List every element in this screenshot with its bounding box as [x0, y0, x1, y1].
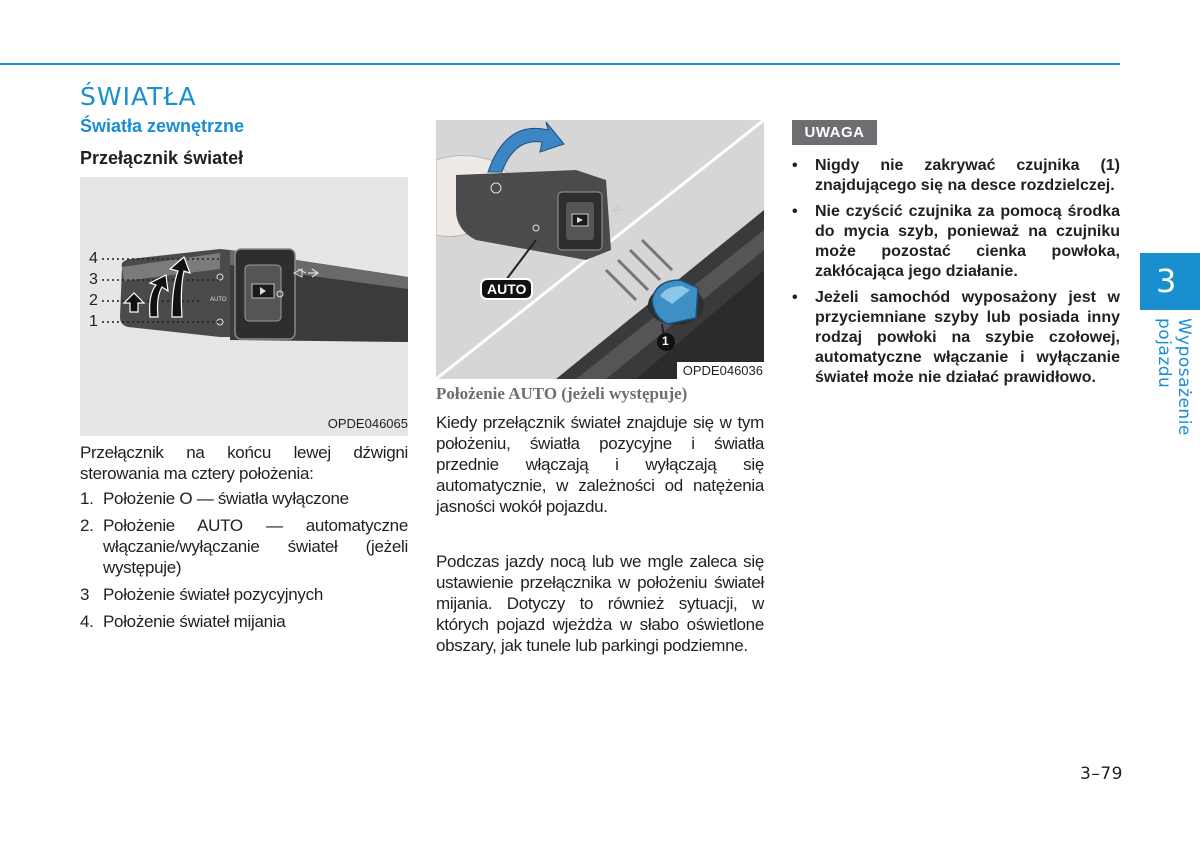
position-label-4: 4: [89, 250, 98, 267]
bullet: •: [792, 157, 798, 174]
position-label-2: 2: [89, 292, 98, 309]
header-rule: [0, 63, 1120, 65]
auto-label: AUTO: [480, 278, 533, 300]
notice-item: [792, 202, 1120, 282]
subsection-title: Światła zewnętrzne: [80, 116, 245, 136]
list-item-number: 3: [80, 585, 90, 604]
sensor-callout: 1: [662, 334, 669, 348]
list-item-number: 1.: [80, 489, 94, 508]
figure-auto-position: [436, 120, 764, 379]
section-title: ŚWIATŁA: [80, 82, 197, 111]
positions-list: [80, 488, 408, 638]
figure-code: OPDE046036: [677, 362, 764, 379]
position-label-3: 3: [89, 271, 98, 288]
notice-item: [792, 288, 1120, 388]
figure-code: OPDE046065: [327, 416, 408, 431]
list-item: [80, 488, 408, 509]
list-item-text: Położenie O — światła wyłączone: [103, 489, 349, 508]
list-item: [80, 584, 408, 605]
lever-illustration: [80, 177, 408, 436]
bullet: •: [792, 289, 798, 306]
svg-text:AUTO: AUTO: [210, 297, 227, 303]
notice-item-text: Nie czyścić czujnika za pomocą środka do mycia szyb, ponieważ na czujniku może pozostać cienka powłoka, zakłócająca jego działanie.: [815, 203, 1120, 280]
list-item-text: Położenie świateł mijania: [103, 612, 286, 631]
intro-paragraph: Przełącznik na końcu lewej dźwigni sterowania ma cztery położenia:: [80, 443, 408, 483]
notice-badge: UWAGA: [792, 120, 877, 145]
auto-paragraph: Kiedy przełącznik świateł znajduje się w tym położeniu, światła pozycyjne i światła przednie włączają i wyłączają się automatycznie, w zależności od natężenia jasności wokół pojazdu.: [436, 413, 764, 516]
figure-light-switch-positions: [80, 177, 408, 436]
auto-sensor-illustration: [436, 120, 764, 379]
list-item-number: 2.: [80, 516, 94, 535]
list-item: [80, 515, 408, 578]
position-label-1: 1: [89, 313, 98, 330]
night-driving-paragraph: Podczas jazdy nocą lub we mgle zaleca się ustawienie przełącznika w położeniu świateł mijania. Dotyczy to również sytuacji, w których pojazd wjeżdża w słabo oświetlone obszary, jak tunele lub parkingi podziemne.: [436, 552, 764, 655]
notice-item-text: Nigdy nie zakrywać czujnika (1) znajdującego się na desce rozdzielczej.: [815, 157, 1120, 194]
chapter-name: Wyposażenie pojazdu: [1154, 318, 1194, 436]
chapter-number-tab: 3: [1140, 253, 1200, 310]
notice-list: [792, 156, 1120, 394]
heading-light-switch: Przełącznik świateł: [80, 148, 244, 168]
notice-item-text: Jeżeli samochód wyposażony jest w przyciemniane szyby lub posiada inny rodzaj powłoki na szybie czołowej, automatyczne włączanie i wyłączanie świateł może nie działać prawidłowo.: [815, 289, 1120, 386]
list-item-text: Położenie AUTO — automatyczne włączanie/wyłączanie świateł (jeżeli występuje): [103, 516, 408, 577]
bullet: •: [792, 203, 798, 220]
list-item-text: Położenie świateł pozycyjnych: [103, 585, 323, 604]
list-item: [80, 611, 408, 632]
list-item-number: 4.: [80, 612, 94, 631]
page-number: 3–79: [1080, 764, 1123, 784]
auto-caption: Położenie AUTO (jeżeli występuje): [436, 384, 688, 403]
notice-item: [792, 156, 1120, 196]
